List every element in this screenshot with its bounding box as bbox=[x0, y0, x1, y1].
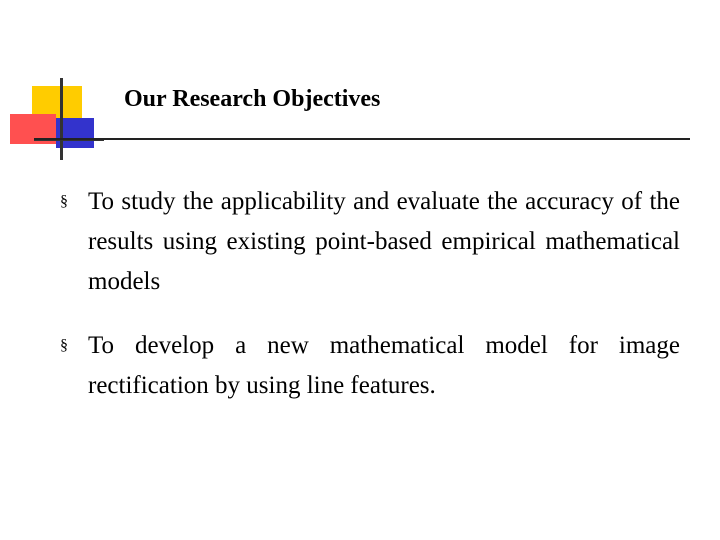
bullet-list bbox=[58, 182, 680, 430]
bullet-item bbox=[58, 182, 680, 302]
bullet-text: To develop a new mathematical model for image rectification by using line features. bbox=[88, 332, 680, 399]
bullet-text: To study the applicability and evaluate the accuracy of the results using existing point-based empirical mathematical models bbox=[88, 188, 680, 295]
slide-title: Our Research Objectives bbox=[124, 86, 381, 112]
logo-vertical-line bbox=[60, 78, 63, 160]
template-logo-icon bbox=[0, 0, 110, 170]
bullet-item bbox=[58, 326, 680, 406]
bullet-icon: § bbox=[60, 193, 68, 210]
bullet-icon: § bbox=[60, 337, 68, 354]
title-divider bbox=[34, 138, 690, 140]
